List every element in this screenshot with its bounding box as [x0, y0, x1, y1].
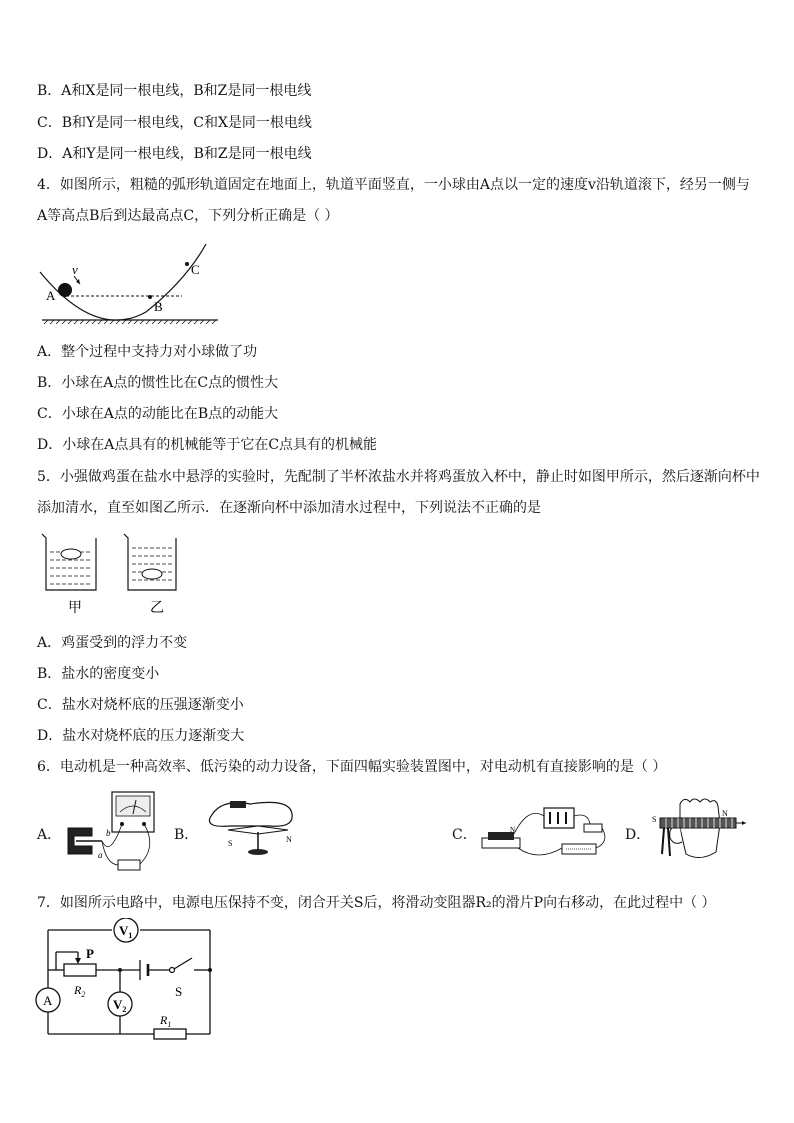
q5-option-a: A．鸡蛋受到的浮力不变 — [37, 635, 188, 651]
q6d-label-n: N — [722, 809, 728, 818]
q7-label-r2: $R_2$ — [74, 983, 86, 999]
q4-option-d: D．小球在A点具有的机械能等于它在C点具有的机械能 — [37, 437, 378, 453]
q6-option-c-label: C． — [452, 827, 477, 843]
q4-ground-hatch — [44, 320, 216, 324]
q7-label-p: P — [86, 946, 94, 961]
q4-ball — [58, 283, 72, 297]
q6-stem: 6．电动机是一种高效率、低污染的动力设备，下面四幅实验装置图中，对电动机有直接影响的是（ ） — [37, 759, 667, 775]
q4-option-c: C．小球在A点的动能比在B点的动能大 — [37, 406, 279, 422]
q3-option-c: C．B和Y是同一根电线，C和X是同一根电线 — [37, 115, 312, 131]
q4-label-a: A — [46, 288, 56, 303]
q4-curved-track — [40, 244, 206, 320]
q7-switch-s — [174, 958, 192, 969]
q5-option-d: D．盐水对烧杯底的压力逐渐变大 — [37, 728, 245, 744]
q6b-label-s: S — [228, 839, 233, 848]
q5-beaker-figure — [36, 530, 196, 620]
q5-option-c: C．盐水对烧杯底的压强逐渐变小 — [37, 697, 244, 713]
q6b-label-n: N — [286, 835, 292, 844]
q7-rheostat-r2 — [64, 964, 96, 976]
q7-label-s: S — [175, 984, 183, 999]
q6c-switch — [584, 824, 602, 832]
q5-stem-line2: 添加清水，直至如图乙所示．在逐渐向杯中添加清水过程中，下列说法不正确的是 — [37, 500, 541, 516]
q7-resistor-r1 — [154, 1029, 186, 1039]
q5-egg-jia — [61, 549, 81, 559]
q5-beaker-yi — [124, 534, 176, 590]
q6c-label-n: N — [510, 826, 516, 834]
q4-label-v: v — [72, 262, 78, 277]
q6a-label-a: a — [98, 850, 103, 860]
q6-option-b-label: B． — [174, 827, 199, 843]
q6a-switch — [118, 860, 140, 870]
q6-figure-b — [200, 796, 300, 860]
q6b-battery — [230, 801, 246, 808]
q5-stem-line1: 5．小强做鸡蛋在盐水中悬浮的实验时，先配制了半杯浓盐水并将鸡蛋放入杯中，静止时如图甲所示，然后逐渐向杯中 — [37, 469, 760, 485]
q5-option-b: B．盐水的密度变小 — [37, 666, 160, 682]
q7-stem: 7．如图所示电路中，电源电压保持不变，闭合开关S后，将滑动变阻器R₂的滑片P向右移动，在此过程中（ ） — [37, 895, 716, 911]
q5-label-yi: 乙 — [150, 601, 164, 616]
q4-track-figure — [36, 240, 226, 330]
q6-figure-d — [650, 794, 750, 868]
q7-label-v2: $V_2$ — [113, 997, 127, 1014]
q5-egg-yi — [142, 569, 162, 579]
q7-label-v1: $V_1$ — [119, 923, 133, 940]
q4-point-b — [148, 295, 152, 299]
q6b-compass-stand — [248, 849, 268, 855]
q3-option-d: D．A和Y是同一根电线，B和Z是同一根电线 — [37, 146, 312, 162]
q5-beaker-jia — [42, 534, 96, 590]
q6d-solenoid — [660, 818, 736, 828]
q6-option-a-label: A． — [37, 827, 62, 843]
q6d-label-s: S — [652, 815, 657, 824]
q7-label-r1: $R_1$ — [160, 1013, 172, 1029]
q4-label-b: B — [154, 299, 163, 314]
q6-figure-a — [62, 788, 166, 876]
q6a-label-b: b — [106, 828, 111, 838]
q3-option-b: B．A和X是同一根电线，B和Z是同一根电线 — [37, 83, 312, 99]
q4-stem-line1: 4．如图所示，粗糙的弧形轨道固定在地面上，轨道平面竖直，一小球由A点以一定的速度v沿轨道滚下，经另一侧与 — [37, 177, 750, 193]
q4-stem-line2: A等高点B后到达最高点C，下列分析正确是（ ） — [37, 208, 339, 224]
q6-option-d-label: D． — [625, 827, 651, 843]
q7-label-a: A — [43, 993, 53, 1008]
q5-label-jia: 甲 — [68, 601, 82, 616]
q4-label-c: C — [191, 262, 200, 277]
q7-circuit-figure — [30, 918, 220, 1044]
q6b-wire-loop — [209, 802, 292, 826]
q4-point-c — [185, 262, 189, 266]
q4-option-a: A．整个过程中支持力对小球做了功 — [37, 344, 258, 360]
q4-option-b: B．小球在A点的惯性比在C点的惯性大 — [37, 375, 279, 391]
q6-figure-c — [478, 802, 612, 864]
